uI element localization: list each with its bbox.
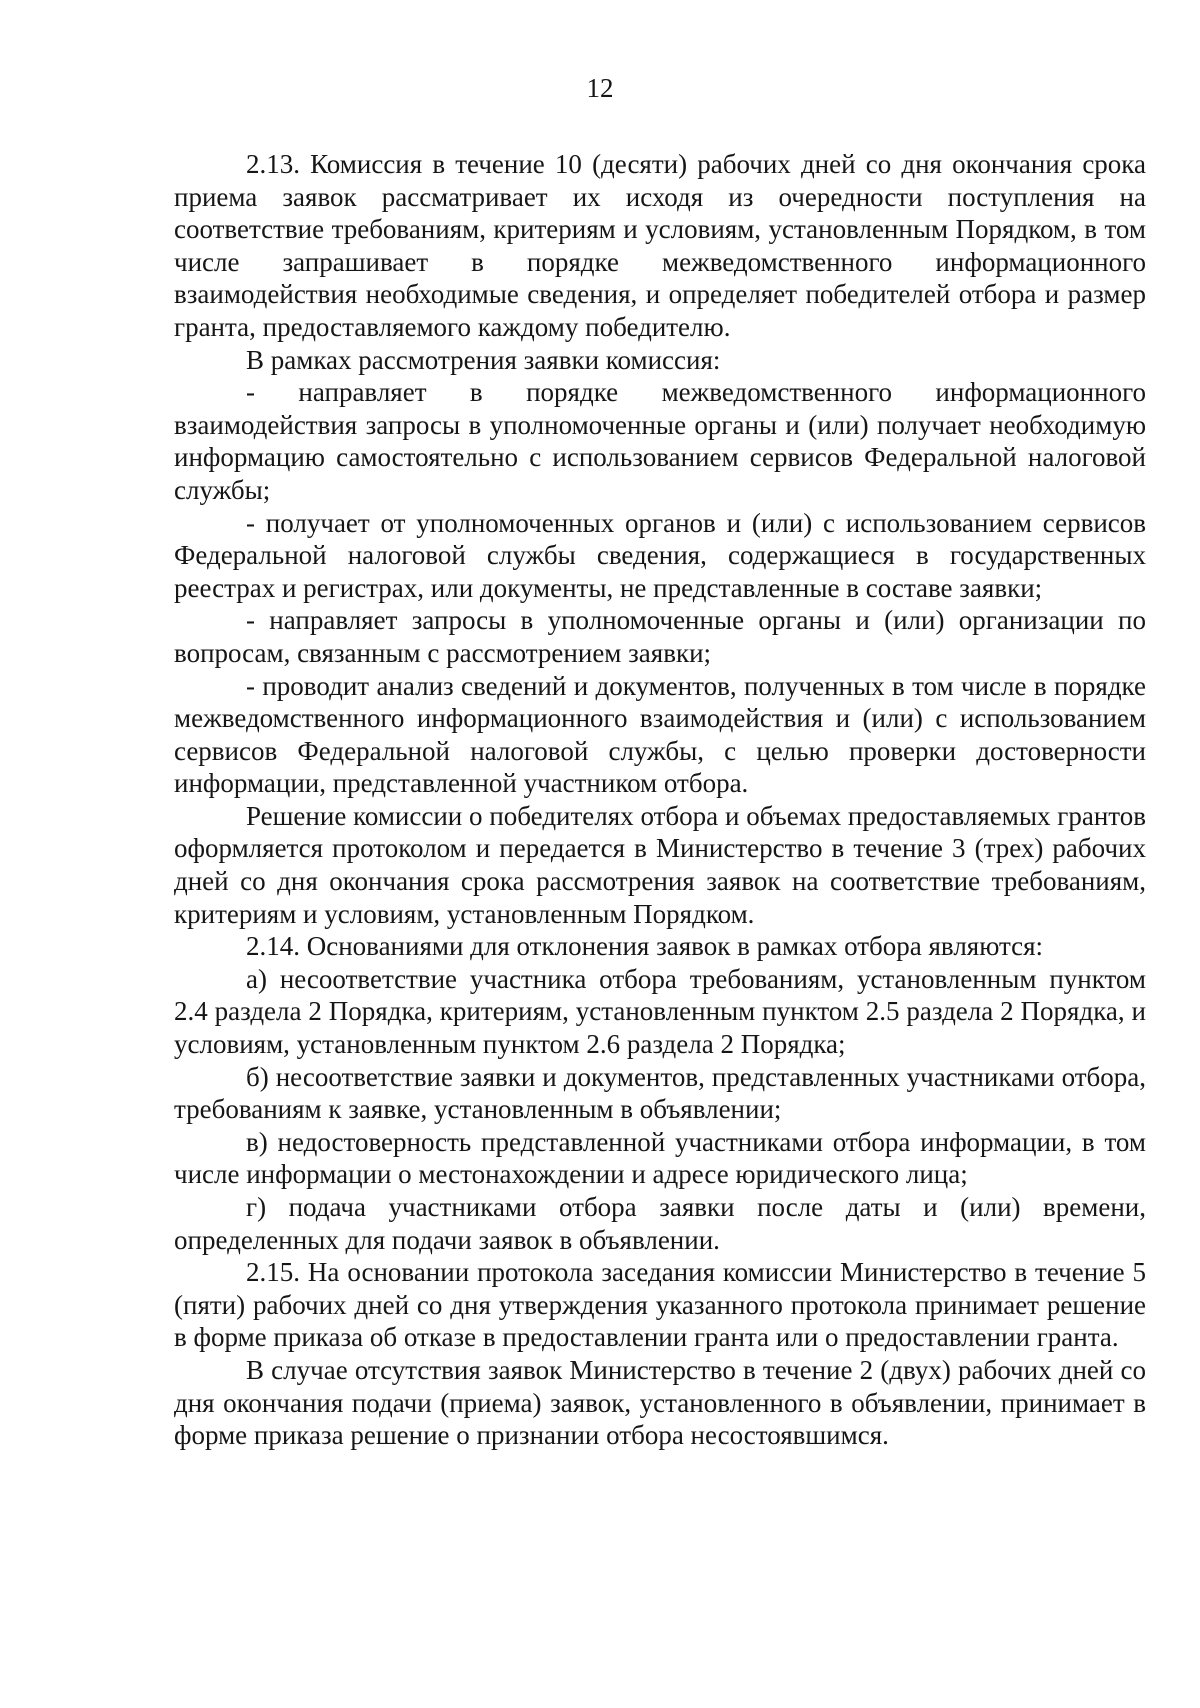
list-item-receive-info: - получает от уполномоченных органов и (или) с использованием сервисов Федеральной налоговой службы сведения, содержащиеся в государственных реестрах и регистрах, или документы, не представленные в составе заявки; <box>174 507 1146 603</box>
list-item-v: в) недостоверность представленной участниками отбора информации, в том числе информации о местонахождении и адресе юридического лица; <box>174 1126 1146 1190</box>
paragraph-no-applications: В случае отсутствия заявок Министерство в течение 2 (двух) рабочих дней со дня окончания подачи (приема) заявок, установленного в объявлении, принимает в форме приказа решение о признании отбора несостоявшимся. <box>174 1354 1146 1451</box>
list-item-send-queries: - направляет запросы в уполномоченные органы и (или) организации по вопросам, связанным с рассмотрением заявки; <box>174 605 1146 668</box>
paragraph-decision: Решение комиссии о победителях отбора и объемах предоставляемых грантов оформляется протоколом и передается в Министерство в течение 3 (трех) рабочих дней со дня окончания срока рассмотрения заявок на соответствие требованиям, критериям и условиям, установленным Порядком. <box>174 800 1146 929</box>
list-item-g: г) подача участниками отбора заявки после даты и (или) времени, определенных для подачи заявок в объявлении. <box>174 1192 1146 1255</box>
paragraph-2-14: 2.14. Основаниями для отклонения заявок в рамках отбора являются: <box>246 931 1044 962</box>
paragraph-2-15: 2.15. На основании протокола заседания комиссии Министерство в течение 5 (пяти) рабочих дней со дня утверждения указанного протокола принимает решение в форме приказа об отказе в предоставлении гранта или о предоставлении гранта. <box>174 1257 1146 1353</box>
list-item-analyze: - проводит анализ сведений и документов, полученных в том числе в порядке межведомственного информационного взаимодействия и (или) с использованием сервисов Федеральной налоговой службы, с целью проверки достоверности информации, представленной участником отбора. <box>174 670 1146 799</box>
document-body <box>174 148 1146 1452</box>
page-number: 12 <box>586 73 614 103</box>
list-item-send-requests: - направляет в порядке межведомственного информационного взаимодействия запросы в уполномоченные органы и (или) получает необходимую информацию самостоятельно с использованием сервисов Федеральной налоговой службы; <box>174 377 1146 505</box>
list-item-a: а) несоответствие участника отбора требованиям, установленным пунктом 2.4 раздела 2 Порядка, критериям, установленным пунктом 2.5 раздела 2 Порядка, и условиям, установленным пунктом 2.6 раздела 2 Порядка; <box>174 963 1146 1060</box>
list-item-b: б) несоответствие заявки и документов, представленных участниками отбора, требованиям к заявке, установленным в объявлении; <box>174 1061 1146 1125</box>
paragraph-review-intro: В рамках рассмотрения заявки комиссия: <box>246 344 721 375</box>
paragraph-2-13: 2.13. Комиссия в течение 10 (десяти) рабочих дней со дня окончания срока приема заявок рассматривает их исходя из очередности поступления на соответствие требованиям, критериям и условиям, установленным Порядком, в том числе запрашивает в порядке межведомственного информационного взаимодействия необходимые сведения, и определяет победителей отбора и размер гранта, предоставляемого каждому победителю. <box>174 149 1146 342</box>
